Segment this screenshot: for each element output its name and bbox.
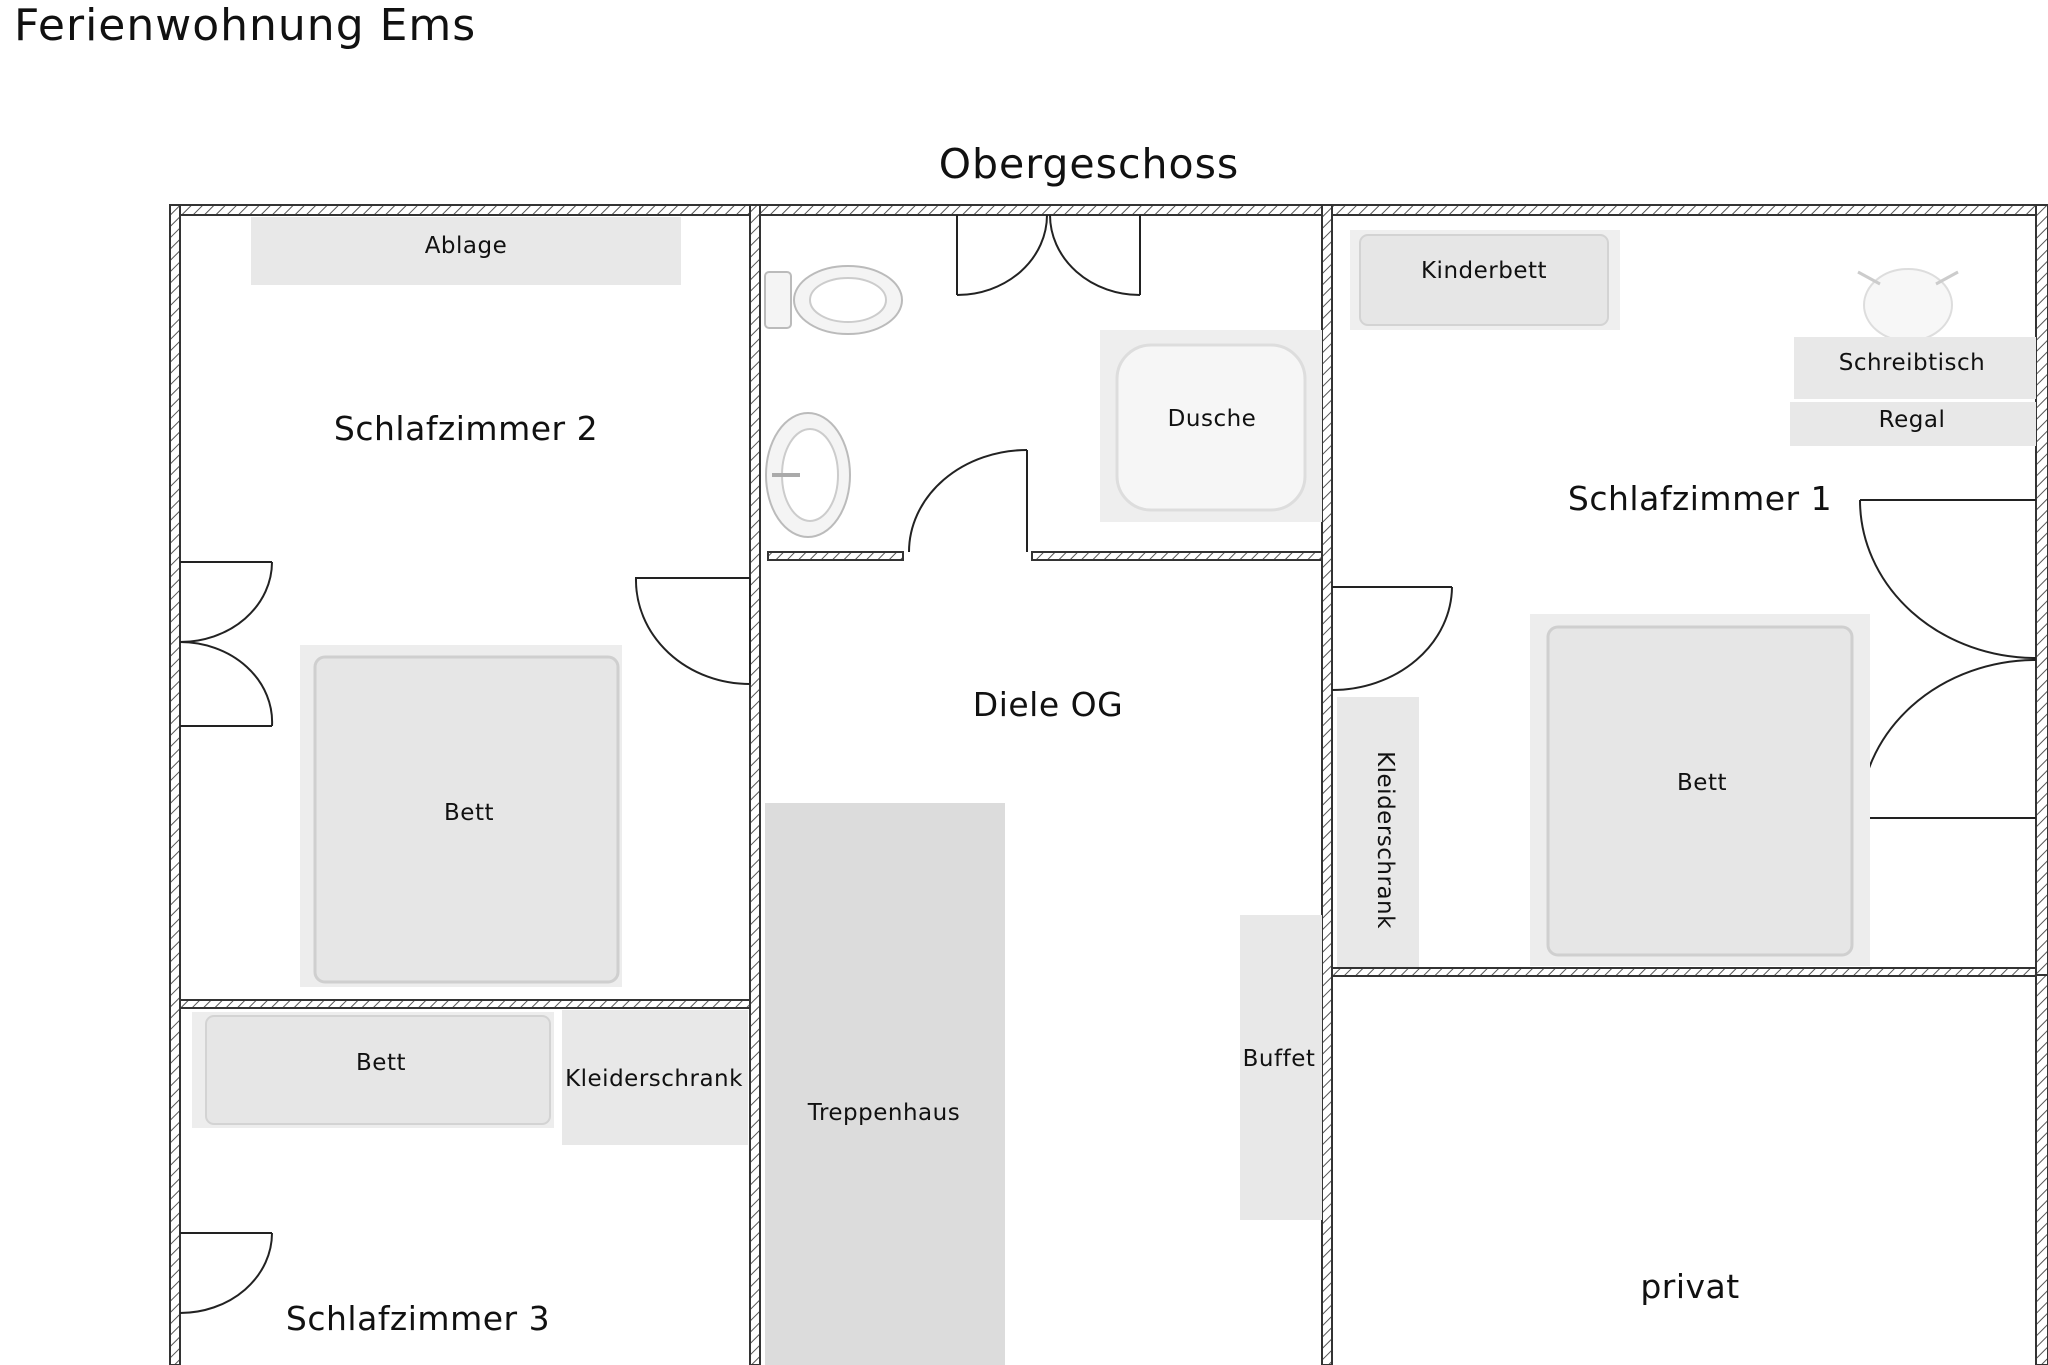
wall-sz1-privat xyxy=(1332,968,2036,976)
door-bath-bottom xyxy=(909,450,1027,552)
label-bett-sz1: Bett xyxy=(1677,770,1727,796)
floor-title: Obergeschoss xyxy=(938,140,1240,188)
wall-bath-diele xyxy=(768,552,903,560)
wall-privat-right xyxy=(2036,975,2048,1365)
wall-right xyxy=(2036,205,2048,975)
toilet-icon xyxy=(765,266,902,334)
wall-sz2-sz3 xyxy=(180,1000,750,1008)
page-title: Ferienwohnung Ems xyxy=(14,0,477,51)
label-regal: Regal xyxy=(1878,407,1946,433)
door-sz3-left xyxy=(180,1233,272,1313)
door-sz2-right xyxy=(636,578,750,684)
door-sz2-left xyxy=(180,562,272,726)
label-ablage: Ablage xyxy=(424,233,508,259)
label-kleiderschrank-sz3: Kleiderschrank xyxy=(565,1066,743,1092)
label-bett-sz2: Bett xyxy=(444,800,494,826)
label-kinderbett: Kinderbett xyxy=(1420,258,1548,284)
wall-top xyxy=(170,205,2048,215)
sink-icon xyxy=(766,413,850,537)
room-label-diele: Diele OG xyxy=(972,685,1124,724)
chair-icon xyxy=(1858,269,1958,341)
label-schreibtisch: Schreibtisch xyxy=(1838,350,1986,376)
label-treppenhaus: Treppenhaus xyxy=(807,1100,961,1126)
label-kleiderschrank-sz1: Kleiderschrank xyxy=(1372,751,1398,929)
treppenhaus-stairs xyxy=(765,803,1005,1365)
room-label-schlafzimmer3: Schlafzimmer 3 xyxy=(285,1299,551,1338)
label-dusche: Dusche xyxy=(1167,406,1257,432)
door-sz1-right xyxy=(1860,500,2036,818)
wall-left xyxy=(170,205,180,1365)
room-label-privat: privat xyxy=(1640,1267,1740,1306)
room-label-schlafzimmer2: Schlafzimmer 2 xyxy=(333,409,599,448)
door-bath-top xyxy=(957,215,1140,295)
wall-bath-sz1 xyxy=(1322,205,1332,1365)
wall-bath-diele-2 xyxy=(1032,552,1322,560)
room-label-schlafzimmer1: Schlafzimmer 1 xyxy=(1567,479,1833,518)
wall-sz2-bath xyxy=(750,205,760,1365)
label-buffet: Buffet xyxy=(1242,1046,1316,1072)
label-bett-sz3: Bett xyxy=(356,1050,406,1076)
door-sz1-left xyxy=(1332,587,1452,690)
